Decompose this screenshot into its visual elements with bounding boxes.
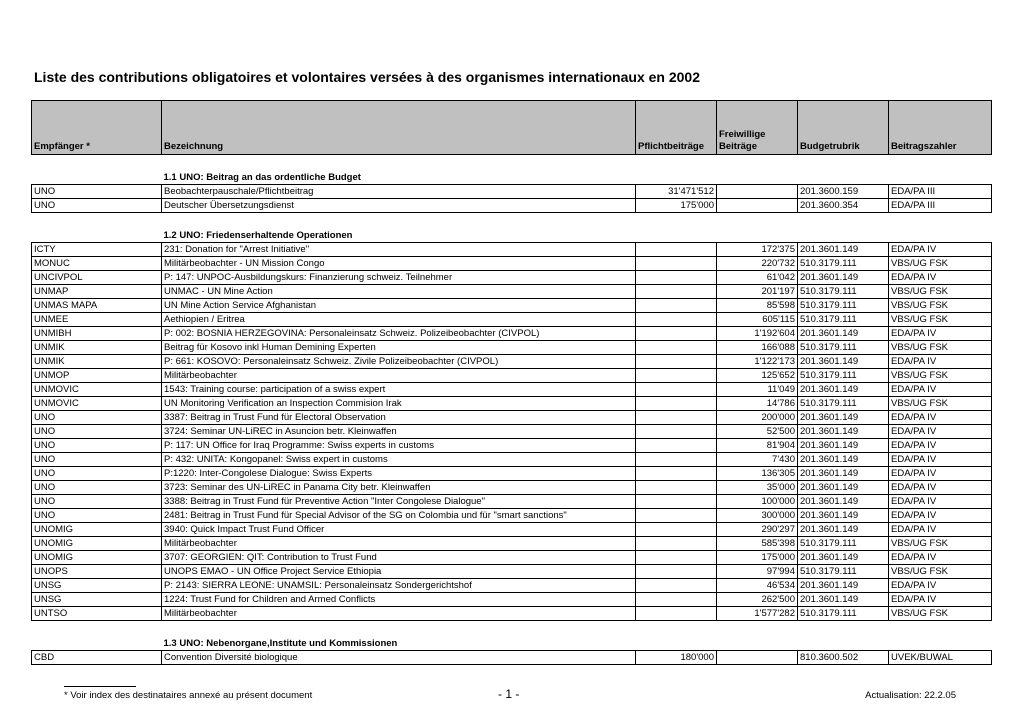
cell-empfaenger: UNO	[32, 481, 162, 495]
cell-freiwillige-beitraege: 61'042	[717, 271, 798, 285]
cell-bezeichnung: UN Mine Action Service Afghanistan	[162, 299, 636, 313]
cell-budgetrubrik: 201.3601.149	[798, 453, 889, 467]
table-row	[32, 285, 992, 299]
cell-empfaenger: ICTY	[32, 243, 162, 257]
cell-bezeichnung: 1224: Trust Fund for Children and Armed Conflicts	[162, 593, 636, 607]
cell-beitragszahler: VBS/UG FSK	[889, 607, 992, 621]
header-empfaenger: Empfänger *	[32, 101, 162, 155]
cell-budgetrubrik: 510.3179.111	[798, 341, 889, 355]
cell-freiwillige-beitraege: 52'500	[717, 425, 798, 439]
cell-freiwillige-beitraege: 35'000	[717, 481, 798, 495]
header-pflichtbeitraege: Pflichtbeiträge	[636, 101, 717, 155]
cell-budgetrubrik: 201.3601.149	[798, 411, 889, 425]
cell-freiwillige-beitraege: 290'297	[717, 523, 798, 537]
table-row	[32, 537, 992, 551]
document-title: Liste des contributions obligatoires et volontaires versées à des organismes internationaux en 2002	[34, 69, 700, 85]
cell-beitragszahler: EDA/PA IV	[889, 271, 992, 285]
cell-budgetrubrik: 510.3179.111	[798, 285, 889, 299]
cell-freiwillige-beitraege: 14'786	[717, 397, 798, 411]
cell-pflichtbeitraege	[636, 243, 717, 257]
cell-empfaenger: UNMEE	[32, 313, 162, 327]
table-row	[32, 341, 992, 355]
cell-beitragszahler: EDA/PA IV	[889, 355, 992, 369]
cell-budgetrubrik: 201.3601.149	[798, 243, 889, 257]
cell-budgetrubrik: 510.3179.111	[798, 537, 889, 551]
cell-bezeichnung: 3723: Seminar des UN-LiREC in Panama City betr. Kleinwaffen	[162, 481, 636, 495]
cell-pflichtbeitraege	[636, 271, 717, 285]
cell-beitragszahler: EDA/PA IV	[889, 453, 992, 467]
header-row	[32, 101, 992, 155]
table-row	[32, 495, 992, 509]
cell-beitragszahler: EDA/PA IV	[889, 411, 992, 425]
cell-empfaenger: UNCIVPOL	[32, 271, 162, 285]
cell-bezeichnung: P: 002: BOSNIA HERZEGOVINA: Personaleinsatz Schweiz. Polizeibeobachter (CIVPOL)	[162, 327, 636, 341]
cell-pflichtbeitraege	[636, 411, 717, 425]
cell-budgetrubrik: 201.3601.149	[798, 495, 889, 509]
cell-beitragszahler: EDA/PA IV	[889, 509, 992, 523]
header-beitragszahler: Beitragszahler	[889, 101, 992, 155]
cell-beitragszahler: EDA/PA IV	[889, 481, 992, 495]
cell-bezeichnung: Militärbeobachter	[162, 607, 636, 621]
cell-bezeichnung: 3707: GEORGIEN: QIT: Contribution to Trust Fund	[162, 551, 636, 565]
cell-budgetrubrik: 201.3601.149	[798, 523, 889, 537]
section-title-row	[32, 171, 992, 185]
footnote: * Voir index des destinataires annexé au présent document	[64, 690, 313, 701]
cell-pflichtbeitraege	[636, 369, 717, 383]
cell-beitragszahler: VBS/UG FSK	[889, 313, 992, 327]
cell-freiwillige-beitraege: 136'305	[717, 467, 798, 481]
cell-freiwillige-beitraege	[717, 185, 798, 199]
table-row	[32, 199, 992, 213]
cell-freiwillige-beitraege: 220'732	[717, 257, 798, 271]
cell-bezeichnung: P: 661: KOSOVO: Personaleinsatz Schweiz. Zivile Polizeibeobachter (CIVPOL)	[162, 355, 636, 369]
cell-bezeichnung: Beitrag für Kosovo inkl Human Demining Experten	[162, 341, 636, 355]
cell-pflichtbeitraege	[636, 383, 717, 397]
cell-beitragszahler: VBS/UG FSK	[889, 299, 992, 313]
cell-freiwillige-beitraege: 585'398	[717, 537, 798, 551]
cell-empfaenger: UNO	[32, 495, 162, 509]
cell-budgetrubrik: 201.3601.149	[798, 383, 889, 397]
section-title-row	[32, 229, 992, 243]
cell-budgetrubrik: 201.3601.149	[798, 481, 889, 495]
cell-pflichtbeitraege	[636, 481, 717, 495]
cell-freiwillige-beitraege: 300'000	[717, 509, 798, 523]
table-row	[32, 327, 992, 341]
cell-budgetrubrik: 201.3601.149	[798, 509, 889, 523]
cell-freiwillige-beitraege: 1'577'282	[717, 607, 798, 621]
cell-empfaenger: UNO	[32, 199, 162, 213]
cell-bezeichnung: 2481: Beitrag in Trust Fund für Special Advisor of the SG on Colombia und für "smart sanctions"	[162, 509, 636, 523]
table-row	[32, 481, 992, 495]
header-bezeichnung: Bezeichnung	[162, 101, 636, 155]
table-row	[32, 509, 992, 523]
cell-freiwillige-beitraege: 166'088	[717, 341, 798, 355]
cell-bezeichnung: Aethiopien / Eritrea	[162, 313, 636, 327]
table-row	[32, 607, 992, 621]
table-row	[32, 453, 992, 467]
cell-beitragszahler: UVEK/BUWAL	[889, 651, 992, 665]
cell-beitragszahler: EDA/PA IV	[889, 593, 992, 607]
section-title: 1.3 UNO: Nebenorgane,Institute und Kommissionen	[163, 638, 398, 649]
table-row	[32, 467, 992, 481]
cell-pflichtbeitraege	[636, 257, 717, 271]
cell-empfaenger: CBD	[32, 651, 162, 665]
cell-empfaenger: UNMAS MAPA	[32, 299, 162, 313]
cell-budgetrubrik: 201.3601.149	[798, 439, 889, 453]
cell-freiwillige-beitraege: 125'652	[717, 369, 798, 383]
cell-bezeichnung: 3388: Beitrag in Trust Fund für Preventive Action "Inter Congolese Dialogue"	[162, 495, 636, 509]
cell-freiwillige-beitraege: 201'197	[717, 285, 798, 299]
cell-freiwillige-beitraege: 7'430	[717, 453, 798, 467]
section-title-empty	[32, 171, 162, 185]
cell-freiwillige-beitraege: 97'994	[717, 565, 798, 579]
table-row	[32, 383, 992, 397]
cell-bezeichnung: Beobachterpauschale/Pflichtbeitrag	[162, 185, 636, 199]
cell-budgetrubrik: 201.3601.149	[798, 593, 889, 607]
section-title-empty	[32, 229, 162, 243]
cell-freiwillige-beitraege: 172'375	[717, 243, 798, 257]
cell-beitragszahler: VBS/UG FSK	[889, 369, 992, 383]
cell-beitragszahler: VBS/UG FSK	[889, 537, 992, 551]
cell-pflichtbeitraege	[636, 355, 717, 369]
cell-empfaenger: UNO	[32, 411, 162, 425]
cell-bezeichnung: P: 147: UNPOC-Ausbildungskurs: Finanzierung schweiz. Teilnehmer	[162, 271, 636, 285]
cell-bezeichnung: UNMAC - UN Mine Action	[162, 285, 636, 299]
cell-beitragszahler: EDA/PA IV	[889, 243, 992, 257]
cell-bezeichnung: Militärbeobachter	[162, 537, 636, 551]
cell-freiwillige-beitraege: 200'000	[717, 411, 798, 425]
cell-beitragszahler: EDA/PA IV	[889, 383, 992, 397]
cell-budgetrubrik: 510.3179.111	[798, 257, 889, 271]
cell-freiwillige-beitraege: 1'192'604	[717, 327, 798, 341]
cell-bezeichnung: P: 117: UN Office for Iraq Programme: Swiss experts in customs	[162, 439, 636, 453]
cell-budgetrubrik: 510.3179.111	[798, 313, 889, 327]
cell-freiwillige-beitraege: 262'500	[717, 593, 798, 607]
table-row	[32, 369, 992, 383]
cell-budgetrubrik: 510.3179.111	[798, 397, 889, 411]
table-row	[32, 439, 992, 453]
cell-empfaenger: MONUC	[32, 257, 162, 271]
cell-budgetrubrik: 510.3179.111	[798, 565, 889, 579]
cell-beitragszahler: EDA/PA III	[889, 199, 992, 213]
update-date: Actualisation: 22.2.05	[865, 690, 956, 701]
cell-freiwillige-beitraege: 46'534	[717, 579, 798, 593]
cell-budgetrubrik: 510.3179.111	[798, 607, 889, 621]
cell-freiwillige-beitraege	[717, 199, 798, 213]
cell-bezeichnung: UNOPS EMAO - UN Office Project Service Ethiopia	[162, 565, 636, 579]
cell-beitragszahler: VBS/UG FSK	[889, 397, 992, 411]
cell-empfaenger: UNMOP	[32, 369, 162, 383]
cell-empfaenger: UNOPS	[32, 565, 162, 579]
cell-beitragszahler: EDA/PA IV	[889, 551, 992, 565]
cell-bezeichnung: 231: Donation for "Arrest Initiative"	[162, 243, 636, 257]
cell-budgetrubrik: 201.3601.149	[798, 551, 889, 565]
cell-pflichtbeitraege	[636, 509, 717, 523]
cell-budgetrubrik: 201.3601.149	[798, 425, 889, 439]
cell-empfaenger: UNOMIG	[32, 537, 162, 551]
cell-pflichtbeitraege	[636, 313, 717, 327]
table-row	[32, 397, 992, 411]
cell-beitragszahler: VBS/UG FSK	[889, 565, 992, 579]
cell-empfaenger: UNMIK	[32, 341, 162, 355]
cell-empfaenger: UNMIBH	[32, 327, 162, 341]
footnote-rule	[64, 686, 136, 687]
cell-pflichtbeitraege	[636, 495, 717, 509]
cell-beitragszahler: EDA/PA IV	[889, 523, 992, 537]
cell-pflichtbeitraege: 180'000	[636, 651, 717, 665]
cell-pflichtbeitraege	[636, 453, 717, 467]
section-title: 1.1 UNO: Beitrag an das ordentliche Budget	[163, 172, 361, 183]
cell-empfaenger: UNMOVIC	[32, 397, 162, 411]
cell-freiwillige-beitraege: 605'115	[717, 313, 798, 327]
cell-bezeichnung: 1543: Training course: participation of a swiss expert	[162, 383, 636, 397]
table-row	[32, 185, 992, 199]
cell-empfaenger: UNMOVIC	[32, 383, 162, 397]
cell-beitragszahler: EDA/PA IV	[889, 425, 992, 439]
cell-empfaenger: UNTSO	[32, 607, 162, 621]
cell-freiwillige-beitraege: 1'122'173	[717, 355, 798, 369]
cell-pflichtbeitraege	[636, 607, 717, 621]
table-row	[32, 243, 992, 257]
table-row	[32, 523, 992, 537]
cell-bezeichnung: P: 432: UNITA: Kongopanel: Swiss expert in customs	[162, 453, 636, 467]
cell-empfaenger: UNSG	[32, 579, 162, 593]
cell-beitragszahler: EDA/PA IV	[889, 495, 992, 509]
table-row	[32, 565, 992, 579]
cell-beitragszahler: EDA/PA IV	[889, 467, 992, 481]
table-row	[32, 579, 992, 593]
cell-pflichtbeitraege	[636, 425, 717, 439]
section-title-row	[32, 637, 992, 651]
cell-budgetrubrik: 201.3601.149	[798, 327, 889, 341]
cell-empfaenger: UNO	[32, 439, 162, 453]
spacer-cell	[32, 155, 992, 172]
header-freiwillige-beitraege: Freiwillige Beiträge	[717, 101, 798, 155]
cell-budgetrubrik: 510.3179.111	[798, 369, 889, 383]
cell-empfaenger: UNMIK	[32, 355, 162, 369]
cell-pflichtbeitraege	[636, 551, 717, 565]
cell-bezeichnung: 3724: Seminar UN-LiREC in Asuncion betr. Kleinwaffen	[162, 425, 636, 439]
cell-bezeichnung: Militärbeobachter - UN Mission Congo	[162, 257, 636, 271]
cell-pflichtbeitraege	[636, 439, 717, 453]
cell-empfaenger: UNSG	[32, 593, 162, 607]
cell-bezeichnung: UN Monitoring Verification an Inspection Commision Irak	[162, 397, 636, 411]
cell-bezeichnung: 3940: Quick Impact Trust Fund Officer	[162, 523, 636, 537]
cell-bezeichnung: Convention Diversité biologique	[162, 651, 636, 665]
cell-budgetrubrik: 201.3601.149	[798, 579, 889, 593]
cell-freiwillige-beitraege: 175'000	[717, 551, 798, 565]
cell-bezeichnung: 3387: Beitrag in Trust Fund für Electoral Observation	[162, 411, 636, 425]
spacer-cell	[32, 213, 992, 230]
cell-pflichtbeitraege	[636, 593, 717, 607]
table-row	[32, 593, 992, 607]
cell-freiwillige-beitraege: 81'904	[717, 439, 798, 453]
spacer-row	[32, 621, 992, 638]
table-row	[32, 271, 992, 285]
cell-budgetrubrik: 201.3600.354	[798, 199, 889, 213]
cell-empfaenger: UNMAP	[32, 285, 162, 299]
table-row	[32, 299, 992, 313]
cell-pflichtbeitraege	[636, 579, 717, 593]
cell-pflichtbeitraege	[636, 523, 717, 537]
cell-freiwillige-beitraege: 85'598	[717, 299, 798, 313]
cell-bezeichnung: Deutscher Übersetzungsdienst	[162, 199, 636, 213]
cell-pflichtbeitraege	[636, 537, 717, 551]
cell-budgetrubrik: 201.3601.149	[798, 467, 889, 481]
table-row	[32, 257, 992, 271]
section-title-empty	[32, 637, 162, 651]
cell-budgetrubrik: 201.3600.159	[798, 185, 889, 199]
cell-freiwillige-beitraege: 11'049	[717, 383, 798, 397]
table-row	[32, 313, 992, 327]
cell-bezeichnung: Militärbeobachter	[162, 369, 636, 383]
cell-empfaenger: UNO	[32, 467, 162, 481]
cell-beitragszahler: EDA/PA IV	[889, 579, 992, 593]
table-row	[32, 425, 992, 439]
cell-empfaenger: UNO	[32, 425, 162, 439]
table-row	[32, 551, 992, 565]
cell-empfaenger: UNOMIG	[32, 523, 162, 537]
cell-budgetrubrik: 201.3601.149	[798, 355, 889, 369]
cell-pflichtbeitraege: 175'000	[636, 199, 717, 213]
spacer-cell	[32, 621, 992, 638]
cell-beitragszahler: EDA/PA IV	[889, 327, 992, 341]
page-number: - 1 -	[498, 687, 520, 701]
table-row	[32, 355, 992, 369]
cell-pflichtbeitraege	[636, 397, 717, 411]
cell-empfaenger: UNO	[32, 509, 162, 523]
cell-empfaenger: UNO	[32, 185, 162, 199]
cell-pflichtbeitraege	[636, 565, 717, 579]
cell-pflichtbeitraege	[636, 467, 717, 481]
cell-bezeichnung: P:1220: Inter-Congolese Dialogue: Swiss Experts	[162, 467, 636, 481]
cell-freiwillige-beitraege	[717, 651, 798, 665]
table-row	[32, 651, 992, 665]
cell-budgetrubrik: 201.3601.149	[798, 271, 889, 285]
cell-pflichtbeitraege	[636, 299, 717, 313]
cell-bezeichnung: P: 2143: SIERRA LEONE: UNAMSIL: Personaleinsatz Sondergerichtshof	[162, 579, 636, 593]
cell-freiwillige-beitraege: 100'000	[717, 495, 798, 509]
cell-beitragszahler: EDA/PA III	[889, 185, 992, 199]
spacer-row	[32, 213, 992, 230]
cell-beitragszahler: VBS/UG FSK	[889, 285, 992, 299]
cell-empfaenger: UNOMIG	[32, 551, 162, 565]
cell-pflichtbeitraege	[636, 327, 717, 341]
cell-beitragszahler: EDA/PA IV	[889, 439, 992, 453]
cell-beitragszahler: VBS/UG FSK	[889, 257, 992, 271]
cell-budgetrubrik: 810.3600.502	[798, 651, 889, 665]
section-title: 1.2 UNO: Friedenserhaltende Operationen	[163, 230, 353, 241]
cell-budgetrubrik: 510.3179.111	[798, 299, 889, 313]
cell-empfaenger: UNO	[32, 453, 162, 467]
table-row	[32, 411, 992, 425]
cell-pflichtbeitraege	[636, 285, 717, 299]
header-budgetrubrik: Budgetrubrik	[798, 101, 889, 155]
cell-beitragszahler: VBS/UG FSK	[889, 341, 992, 355]
cell-pflichtbeitraege	[636, 341, 717, 355]
contributions-table	[31, 100, 992, 665]
spacer-row	[32, 155, 992, 172]
cell-pflichtbeitraege: 31'471'512	[636, 185, 717, 199]
